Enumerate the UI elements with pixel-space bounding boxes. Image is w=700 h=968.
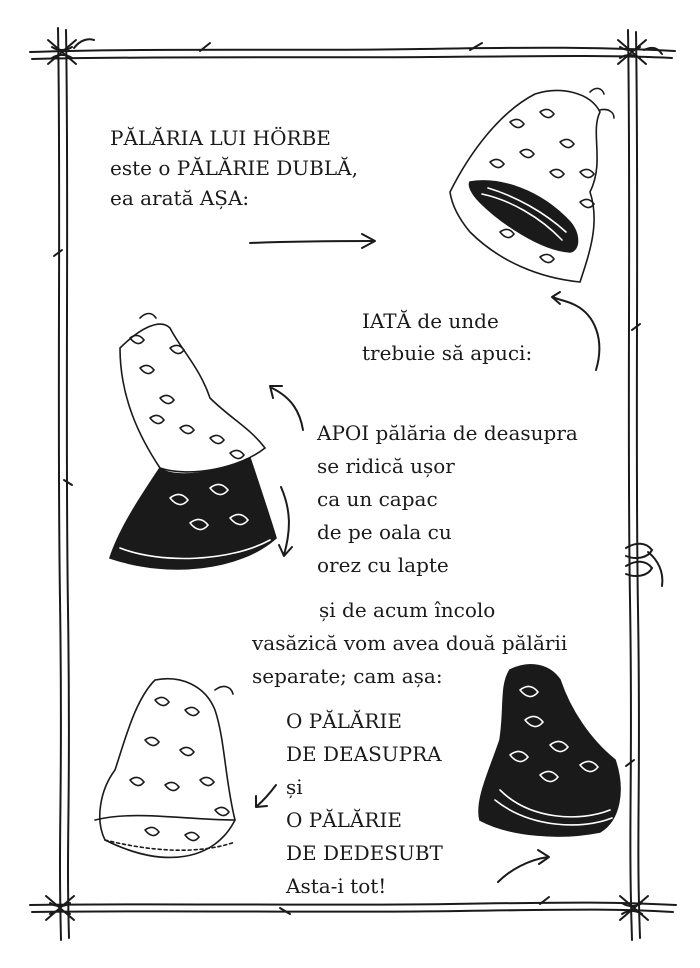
lift-text	[317, 417, 578, 582]
grab-hint-line-1: IATĂ de unde	[362, 309, 499, 333]
result-text	[252, 594, 567, 693]
final-line-4: O PĂLĂRIE	[286, 808, 402, 832]
double-hat-closed-illustration	[440, 82, 630, 292]
lift-line-3: ca un capac	[317, 487, 438, 511]
intro-line-2: este o PĂLĂRIE DUBLĂ,	[110, 156, 358, 180]
grab-hint-line-2: trebuie să apuci:	[362, 341, 533, 365]
lift-line-5: orez cu lapte	[317, 553, 449, 577]
curved-arrow-up-icon	[552, 292, 599, 370]
final-line-2: DE DEASUPRA	[286, 742, 442, 766]
intro-line-3: ea arată AȘA:	[110, 186, 250, 210]
result-line-3: separate; cam așa:	[252, 664, 443, 688]
final-line-5: DE DEDESUBT	[286, 841, 443, 865]
intro-text	[110, 123, 358, 213]
curved-arrow-right-icon	[498, 850, 549, 882]
lift-line-1: APOI pălăria de deasupra	[317, 421, 578, 445]
lift-line-2: se ridică ușor	[317, 454, 455, 478]
double-hat-lifting-illustration	[100, 308, 290, 586]
top-hat-separated-illustration	[85, 670, 245, 878]
final-text	[286, 705, 443, 903]
intro-line-1: PĂLĂRIA LUI HÖRBE	[110, 126, 331, 150]
arrow-down-left-icon	[256, 785, 276, 807]
final-line-6: Asta-i tot!	[286, 874, 387, 898]
result-line-2: vasăzică vom avea două pălării	[252, 631, 568, 655]
final-line-3: și	[286, 775, 303, 799]
lift-line-4: de pe oala cu	[317, 520, 452, 544]
arrow-right-icon	[250, 234, 375, 248]
grab-hint-text	[362, 305, 532, 369]
result-line-1: și de acum încolo	[319, 598, 496, 622]
final-line-1: O PĂLĂRIE	[286, 709, 402, 733]
